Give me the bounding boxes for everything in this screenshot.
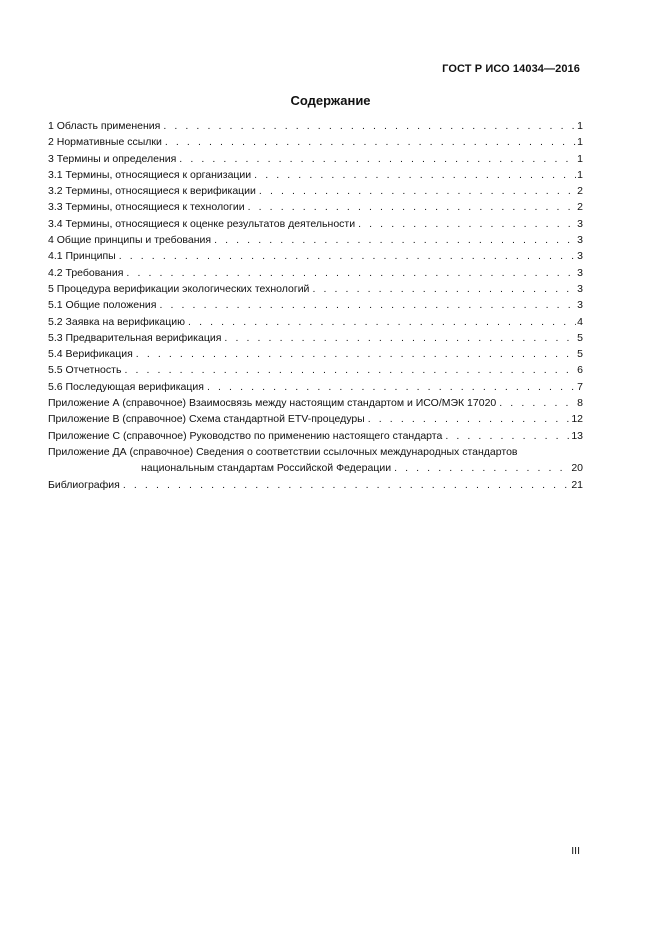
toc-entry-5-6[interactable] xyxy=(48,379,583,395)
toc-entry-label: 2 Нормативные ссылки xyxy=(48,136,162,149)
toc-entry-page: 5 xyxy=(577,348,583,361)
toc-entry-3[interactable] xyxy=(48,151,583,167)
toc-entry-label: Библиография xyxy=(48,478,120,491)
toc-leader-dots xyxy=(358,216,576,232)
toc-entry-page: 3 xyxy=(577,217,583,230)
document-code: ГОСТ Р ИСО 14034—2016 xyxy=(442,63,580,75)
toc-entry-label: 5 Процедура верификации экологических технологий xyxy=(48,282,310,295)
toc-leader-dots xyxy=(119,248,576,264)
toc-leader-dots xyxy=(136,346,576,362)
toc-leader-dots xyxy=(165,134,576,150)
toc-entry-page: 21 xyxy=(571,478,583,491)
toc-entry-3-4[interactable] xyxy=(48,216,583,232)
toc-leader-dots xyxy=(394,460,570,476)
toc-leader-dots xyxy=(123,477,570,493)
toc-entry-page: 1 xyxy=(577,152,583,165)
toc-entry-page: 12 xyxy=(571,413,583,426)
toc-entry-page: 4 xyxy=(577,315,583,328)
toc-leader-dots xyxy=(214,232,576,248)
toc-entry-label: Приложение ДА (справочное) Сведения о соответствии ссылочных международных стандартов xyxy=(48,445,518,458)
toc-leader-dots xyxy=(207,379,576,395)
toc-leader-dots xyxy=(179,151,576,167)
toc-entry-label: 3.3 Термины, относящиеся к технологии xyxy=(48,201,245,214)
toc-leader-dots xyxy=(126,265,576,281)
toc-entry-label: 3 Термины и определения xyxy=(48,152,177,165)
toc-entry-label: 5.3 Предварительная верификация xyxy=(48,331,222,344)
toc-leader-dots xyxy=(248,199,577,215)
toc-leader-dots xyxy=(188,314,576,330)
toc-entry-annex-b[interactable] xyxy=(48,411,583,427)
toc-entry-5[interactable] xyxy=(48,281,583,297)
toc-entry-page: 3 xyxy=(577,282,583,295)
toc-entry-page: 5 xyxy=(577,331,583,344)
toc-entry-2[interactable] xyxy=(48,134,583,150)
toc-entry-annex-c[interactable] xyxy=(48,428,583,444)
toc-entry-label: 4.1 Принципы xyxy=(48,250,116,263)
toc-entry-page: 3 xyxy=(577,299,583,312)
toc-entry-label: 3.4 Термины, относящиеся к оценке результатов деятельности xyxy=(48,217,356,230)
toc-entry-label-continuation: национальным стандартам Российской Федерации xyxy=(141,462,392,475)
toc-entry-4-2[interactable] xyxy=(48,265,583,281)
toc-entry-label: 4.2 Требования xyxy=(48,266,124,279)
toc-entry-page: 1 xyxy=(577,120,583,132)
toc-entry-page: 3 xyxy=(577,234,583,247)
toc-entry-5-3[interactable] xyxy=(48,330,583,346)
toc-entry-page: 2 xyxy=(577,185,583,198)
toc-entry-label: 5.2 Заявка на верификацию xyxy=(48,315,186,328)
page-number: III xyxy=(571,845,580,857)
toc-entry-label: 4 Общие принципы и требования xyxy=(48,234,212,247)
toc-entry-5-4[interactable] xyxy=(48,346,583,362)
toc-leader-dots xyxy=(163,118,576,134)
toc-title: Содержание xyxy=(290,93,371,108)
toc-entry-page: 3 xyxy=(577,266,583,279)
toc-entry-label: 1 Область применения xyxy=(48,120,161,132)
toc-entry-label: Приложение В (справочное) Схема стандартной ETV-процедуры xyxy=(48,413,365,426)
toc-entry-label: 5.4 Верификация xyxy=(48,348,133,361)
table-of-contents xyxy=(48,118,583,493)
toc-entry-annex-da[interactable] xyxy=(48,444,583,477)
toc-entry-5-5[interactable] xyxy=(48,362,583,378)
toc-entry-label: 3.2 Термины, относящиеся к верификации xyxy=(48,185,256,198)
toc-entry-annex-a[interactable] xyxy=(48,395,583,411)
toc-entry-page: 20 xyxy=(571,462,583,475)
toc-entry-page: 13 xyxy=(571,429,583,442)
toc-entry-3-1[interactable] xyxy=(48,167,583,183)
toc-entry-label: Приложение А (справочное) Взаимосвязь между настоящим стандартом и ИСО/МЭК 17020 xyxy=(48,397,497,410)
toc-entry-label: 5.6 Последующая верификация xyxy=(48,380,204,393)
toc-leader-dots xyxy=(312,281,576,297)
toc-entry-1[interactable] xyxy=(48,118,583,134)
toc-entry-bibliography[interactable] xyxy=(48,477,583,493)
toc-leader-dots xyxy=(224,330,576,346)
toc-entry-3-2[interactable] xyxy=(48,183,583,199)
toc-entry-5-2[interactable] xyxy=(48,314,583,330)
toc-entry-4-1[interactable] xyxy=(48,248,583,264)
toc-leader-dots xyxy=(499,395,576,411)
toc-entry-3-3[interactable] xyxy=(48,199,583,215)
toc-entry-page: 1 xyxy=(577,168,583,181)
toc-leader-dots xyxy=(159,297,576,313)
toc-entry-page: 2 xyxy=(577,201,583,214)
toc-entry-label: 5.1 Общие положения xyxy=(48,299,157,312)
toc-entry-4[interactable] xyxy=(48,232,583,248)
toc-entry-label: 3.1 Термины, относящиеся к организации xyxy=(48,168,252,181)
toc-entry-label: Приложение С (справочное) Руководство по применению настоящего стандарта xyxy=(48,429,443,442)
toc-leader-dots xyxy=(124,362,576,378)
toc-leader-dots xyxy=(445,428,570,444)
toc-entry-page: 1 xyxy=(577,136,583,149)
toc-leader-dots xyxy=(368,411,571,427)
toc-entry-page: 8 xyxy=(577,397,583,410)
toc-leader-dots xyxy=(254,167,576,183)
toc-entry-5-1[interactable] xyxy=(48,297,583,313)
toc-entry-page: 7 xyxy=(577,380,583,393)
toc-leader-dots xyxy=(259,183,576,199)
toc-entry-page: 3 xyxy=(577,250,583,263)
toc-entry-label: 5.5 Отчетность xyxy=(48,364,122,377)
toc-entry-page: 6 xyxy=(577,364,583,377)
